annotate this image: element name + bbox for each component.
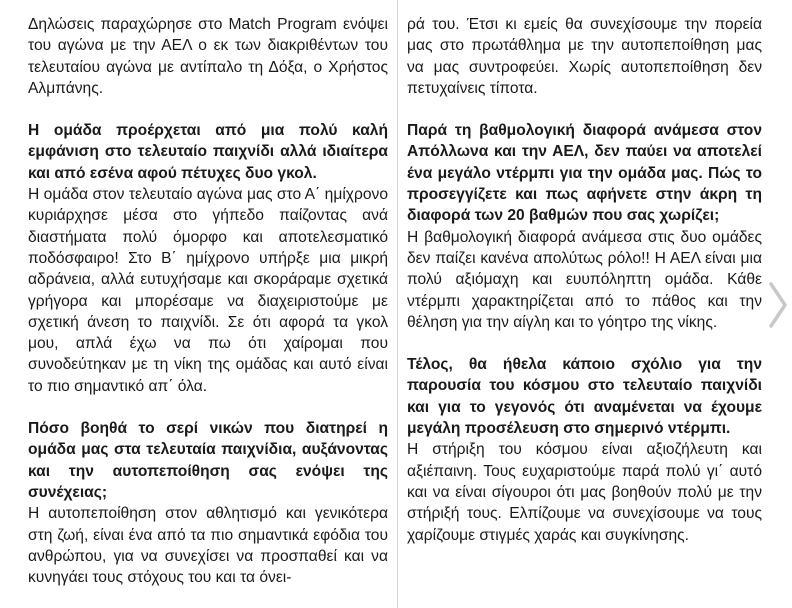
next-page-button[interactable] [764,276,792,334]
left-column [28,14,388,588]
answer-2: Η αυτοπεποίθηση στον αθλητισμό και γενικότερα στη ζωή, είναι ένα από τα πιο σημαντικά εφόδια του ανθρώπου, για να συνεχίσει να προσπαθεί και να κυνηγάει τους στόχους του και τα όνει- [28,505,388,587]
question-1: Η ομάδα προέρχεται από μια πολύ καλή εμφάνιση στο τελευταίο παιχνίδι αλλά ιδιαίτερα και από εσένα αφού πέτυχες δυο γκολ. [28,122,388,182]
answer-3: Η βαθμολογική διαφορά ανάμεσα στις δυο ομάδες δεν παίζει κανένα απολύτως ρόλο!! Η ΑΕΛ είναι μια πολύ αξιόμαχη και ευυπόληπτη ομάδα. Κάθε ντέρμπι χαρακτηρίζεται από το πάθος και την θέληση για την αίγλη και το γόητρο της νίκης. [407,228,762,331]
chevron-right-icon [767,280,789,330]
answer-4: Η στήριξη του κόσμου είναι αξιοζήλευτη και αξιέπαινη. Τους ευχαριστούμε παρά πολύ γι΄ αυτό και να είναι σίγουροι ότι μας βοηθούν πολύ με την στήριξή τους. Ελπίζουμε να συνεχίσουμε να τους χαρίζουμε στιγμές χαράς και συγκίνησης. [407,441,762,544]
column-divider [397,0,398,608]
answer-2-continued: ρά του. Έτσι κι εμείς θα συνεχίσουμε την πορεία μας στο πρωτάθλημα με την αυτοπεποίθηση μας να μας συντροφεύει. Χωρίς αυτοπεποίθηση δεν πετυχαίνεις τίποτα. [407,16,762,97]
right-column [407,14,762,546]
question-2: Πόσο βοηθά το σερί νικών που διατηρεί η ομάδα μας στα τελευταία παιχνίδια, αυξάνοντας και την αυτοπεποίθηση σας ενόψει της συνέχειας; [28,420,388,501]
question-3: Παρά τη βαθμολογική διαφορά ανάμεσα στον Απόλλωνα και την ΑΕΛ, δεν παύει να αποτελεί ένα μεγάλο ντέρμπι για την ομάδα μας. Πώς το προσεγγίζετε και πως αφήνετε στην άκρη τη διαφορά των 20 βαθμών που σας χωρίζει; [407,122,762,225]
intro-paragraph: Δηλώσεις παραχώρησε στο Match Program ενόψει του αγώνα με την ΑΕΛ ο εκ των διακριθέντων του τελευταίου αγώνα με αντίπαλο τη Δόξα, ο Χρήστος Αλμπάνης. [28,16,388,97]
answer-1: Η ομάδα στον τελευταίο αγώνα μας στο Α΄ ημίχρονο κυριάρχησε μέσα στο γήπεδο παίζοντας ανά διαστήματα πολύ όμορφο και αποτελεσματικό ποδόσφαιρο! Στο Β΄ ημίχρονο υπήρξε μια μικρή αδράνεια, αλλά ευτυχήσαμε και σκοράραμε σχετικά γρήγορα και μπορέσαμε να διαχειριστούμε με σχετική άνεση το παιχνίδι. Σε ότι αφορά τα γκολ μου, απλά έχω να πω ότι χαίρομαι που συνοδεύτηκαν με τη νίκη της ομάδας και αυτό είναι το πιο σημαντικό απ΄ όλα. [28,186,388,395]
question-4: Τέλος, θα ήθελα κάποιο σχόλιο για την παρουσία του κόσμου στο τελευταίο παιχνίδι και για το γεγονός ότι αναμένεται να έχουμε μεγάλη προσέλευση στο σημερινό ντέρμπι. [407,356,762,438]
